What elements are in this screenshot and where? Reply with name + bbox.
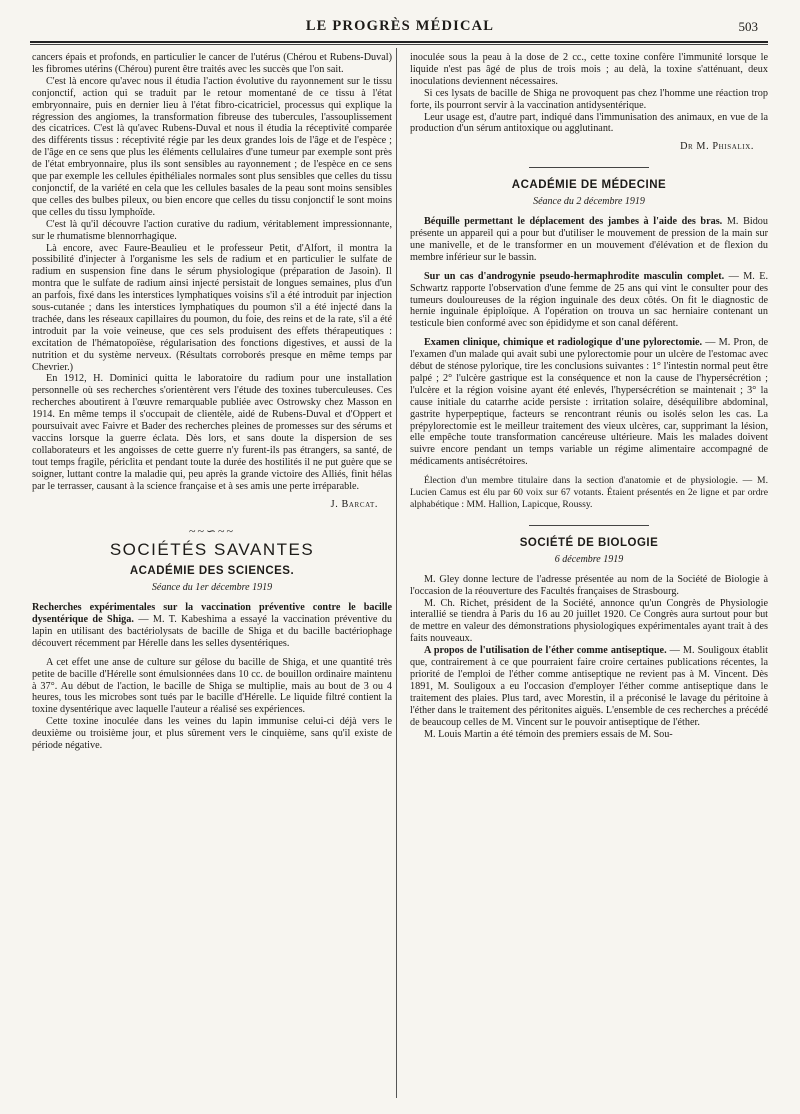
paragraph: inoculée sous la peau à la dose de 2 cc., cette toxine confère l'immunité lorsque le liquide n'est pas âgé de plus de trois mois ; au delà, la toxine s'atténuant, deux inoculations deviennent nécessaires.: [410, 52, 768, 87]
paragraph: Leur usage est, d'autre part, indiqué dans l'immunisation des animaux, en vue de la production d'un sérum antitoxique ou agglutinant.: [410, 111, 768, 135]
paragraph: C'est là qu'il découvre l'action curative du radium, véritablement impressionnante, sur le rhumatisme blennorrhagique.: [32, 218, 392, 242]
report-entry: [32, 602, 392, 650]
entry-heading: Recherches expérimentales sur la vaccination préventive contre le bacille dysentérique de Shiga.: [32, 602, 392, 625]
session-date: 6 décembre 1919: [554, 553, 624, 565]
section-rule: [529, 167, 649, 168]
paragraph: A cet effet une anse de culture sur gélose du bacille de Shiga, et une quantité très petite de bacille d'Hérelle sont émulsionnées dans 10 cc. de bouillon ordinaire maintenu à 37°. Au début de l'action, le bacille de Shiga se multiplie, mais au bout de 3 ou 4 heures, tous les microbes sont tués par le bacille d'Hérelle. Le liquide filtré contient la toxine dysentérique avec laquelle l'auteur a réalisé ses expériences.: [32, 656, 392, 716]
paragraph: cancers épais et profonds, en particulier le cancer de l'utérus (Chérou et Rubens-Duval) les fibromes utérins (Chérou) purent être traités avec les succès que l'on sait.: [32, 52, 392, 75]
paragraph: M. Ch. Richet, président de la Société, annonce qu'un Congrès de Physiologie interallié se tiendra à Paris du 16 au 20 juillet 1920. Ce Congrès aura surtout pour but de mettre en valeur des démonstrations physiologiques expérimentales ayant trait à des faits nouveaux.: [410, 597, 768, 645]
entry-heading: A propos de l'utilisation de l'éther comme antiseptique.: [424, 645, 667, 657]
academy-medecine-title: ACADÉMIE DE MÉDECINE: [511, 179, 667, 192]
election-notice: Élection d'un membre titulaire dans la section d'anatomie et de physiologie. — M. Lucien Camus est élu par 60 voix sur 67 votants. Étaient présentés en 2e ligne et par ordre alphabétique : MM. Hallion, Lapicque, Roussy.: [410, 475, 768, 510]
entry-text: — M. T. Kabeshima a essayé la vaccination préventive du lapin en utilisant des bactériolysats de bacille de Shiga et du bacille bactériophage découvert récemment par Hérelle dans les selles dysentériques.: [32, 613, 392, 649]
entry-heading: Béquille permettant le déplacement des jambes à l'aide des bras.: [424, 216, 723, 228]
societe-biologie-title: SOCIÉTÉ DE BIOLOGIE: [519, 536, 659, 549]
report-entry: [410, 645, 768, 728]
paragraph: M. Gley donne lecture de l'adresse présentée au nom de la Société de Biologie à l'occasion de la réouverture des Facultés françaises de Strasbourg.: [410, 573, 768, 597]
section-rule: [529, 525, 649, 526]
session-date: Séance du 2 décembre 1919: [533, 196, 645, 208]
academy-sciences-title: ACADÉMIE DES SCIENCES.: [129, 565, 295, 578]
author-signature: Dr M. Phisalix.: [680, 141, 754, 153]
paragraph: M. Louis Martin a été témoin des premiers essais de M. Sou-: [424, 728, 673, 740]
header-rule: [30, 41, 768, 45]
right-column: [410, 52, 768, 740]
journal-title: LE PROGRÈS MÉDICAL: [305, 18, 495, 34]
entry-text: — M. Pron, de l'examen d'un malade qui avait subi une pylorectomie pour un ulcère de l'estomac avec début de sténose pylorique, tire les conclusions suivantes : 1° l'intestin normal peut être palpé ; 2° l'ulcère gastrique est la conséquence et non la cause de l'hypersécrétion ; l'ulcère et la région voisine ayant été enlevés, l'hypersécrétion se maintenait ; 3° la cause initiale du catarrhe acide persiste : irritation solaire, déséquilibre abdominal, gastrite hyperpeptique, facteurs se rencontrant réunis ou isolés selon les cas. La prépylorectomie est le meilleur traitement des vieux ulcères, car, supprimant la lésion, elle empêche toute transformation cancéreuse ultérieure. Mais les malades doivent suivre encore pendant un temps variable un régime alimentaire accompagné de médicaments antisécrétoires.: [410, 337, 769, 468]
entry-text: — M. Souligoux établit que, contrairement à ce que pourraient faire croire certaines publications récentes, la priorité de l'emploi de l'éther comme antiseptique ne revient pas à M. Vincent. Dès 1891, M. Souligoux a eu l'occasion d'employer l'éther comme antiseptique dans le traitement des plaies. Plus tard, avec Morestin, il a préconisé le lavage du péritoine à l'éther dans le traitement des péritonites aiguës. L'ensemble de ces recherches a précédé de beaucoup celles de M. Vincent sur le pouvoir antiseptique de l'éther.: [410, 645, 768, 728]
ornament-divider: ~~∽~~: [188, 524, 236, 539]
paragraph: Cette toxine inoculée dans les veines du lapin immunise celui-ci déjà vers le deuxième ou troisième jour, et plus sûrement vers le cinquième, sans qu'il existe de période négative.: [32, 716, 392, 752]
entry-text: M. Bidou présente un appareil qui a pour but d'utiliser le mouvement de pression de la main sur une manivelle, et de le transformer en un mouvement d'élévation et de flexion du membre inférieur sur le bassin.: [410, 216, 768, 263]
paragraph: Là encore, avec Faure-Beaulieu et le professeur Petit, d'Alfort, il montra la possibilité d'injecter à l'organisme les sels de radium et en particulier le sulfate de radium en suspension fine dans le sérum physiologique (préparation de Jasoin). Il montra que le sulfate de radium ainsi injecté persistait de longues semaines, plus d'un an parfois, fixé dans les interstices lymphatiques voisins s'il a été introduit par injection sous-cutanée ; dans les interstices lymphatiques du poumon s'il a été injecté dans la trachée, dans les réseaux capillaires du poumon, du foie, des reins et de la rate, s'il a été introduit par la voie veineuse, que ces sels produisent des effets thérapeutiques : excitation de l'hématopoïèse, régularisation des fonctions digestives, et aussi de la nutrition et du système nerveux. (Résultats corroborés presque en même temps par Chevrier.): [32, 242, 392, 373]
left-column: [32, 52, 392, 752]
report-entry: [410, 337, 768, 468]
paragraph: En 1912, H. Dominici quitta le laboratoire du radium pour une installation personnelle où ses recherches s'orientèrent vers l'étude des toxines tuberculeuses. Ces recherches aboutirent à l'œuvre remarquable publiée avec Ostrowsky chez Masson en 1914. En même temps il s'occupait de clientèle, aidé de Rubens-Duval et d'Oppert et poursuivait avec Faivre et Bader des recherches pleines de promesses sur des sérums et vaccins lorsque la guerre éclata. Dès lors, et sans doute la dispersion de ses collaborateurs et les angoisses de cette guerre n'y furent-ils pas étrangers, sa santé, de tout temps fragile, périclita et pendant toute la durée des hostilités il ne put guère que se soigner, luttant contre la maladie qui, peu après la grande victoire des Alliés, finit hélas par le terrasser, causant à la science française et à ses amis une perte irréparable.: [32, 373, 392, 492]
page-number: 503: [738, 19, 758, 34]
author-signature: J. Barcat.: [330, 498, 378, 510]
entry-heading: Sur un cas d'androgynie pseudo-hermaphrodite masculin complet.: [424, 270, 725, 282]
paragraph: C'est là encore qu'avec nous il étudia l'action évolutive du rayonnement sur le tissu conjonctif, action qui se traduit par le retour momentané de ce tissu à l'état embryonnaire, puis en dernier lieu à l'état fibro-cicatriciel, processus qui explique la régression des angiomes, la transformation fibreuse des tubercules, l'assouplissement des cicatrices. C'est là qu'avec Rubens-Duval et nous il étudia la réceptivité comparée des différents tissus : réceptivité régie par les deux grandes lois de l'âge et de l'espèce ; de l'âge en ce sens que plus les éléments cellulaires d'une tumeur par exemple sont près de l'état embryonnaire, plus ils sont sensibles au rayonnement ; de l'espèce en ce sens que par exemple les cellules épithéliales normales sont plus sensibles que celles du tissu conjonctif, de la variété en cela que les cellules basales de la peau sont moins sensibles que celles des bulbes pileux, ou bien encore que celles du tissu conjonctif le sont moins que celles du tissu lymphoïde.: [32, 75, 392, 218]
session-date: Séance du 1er décembre 1919: [151, 582, 273, 594]
page-header: [30, 18, 770, 40]
report-entry: [410, 271, 768, 331]
entry-text: — M. E. Schwartz rapporte l'observation d'une femme de 25 ans qui vint le consulter pour des tumeurs douloureuses de la région inguinale des deux côtés. On fit le diagnostic de hernie inguinale épiploïque. A l'opération on trouva un sac herniaire contenant un testicule bien conformé avec son épididyme et son canal déférent.: [410, 270, 768, 330]
report-entry: [410, 216, 768, 264]
section-title: SOCIÉTÉS SAVANTES: [109, 540, 315, 560]
entry-heading: Examen clinique, chimique et radiologique d'une pylorectomie.: [424, 337, 703, 349]
column-divider: [396, 48, 397, 1098]
paragraph: Si ces lysats de bacille de Shiga ne provoquent pas chez l'homme une réaction trop forte, ils pourront servir à la vaccination antidysentérique.: [410, 87, 768, 111]
